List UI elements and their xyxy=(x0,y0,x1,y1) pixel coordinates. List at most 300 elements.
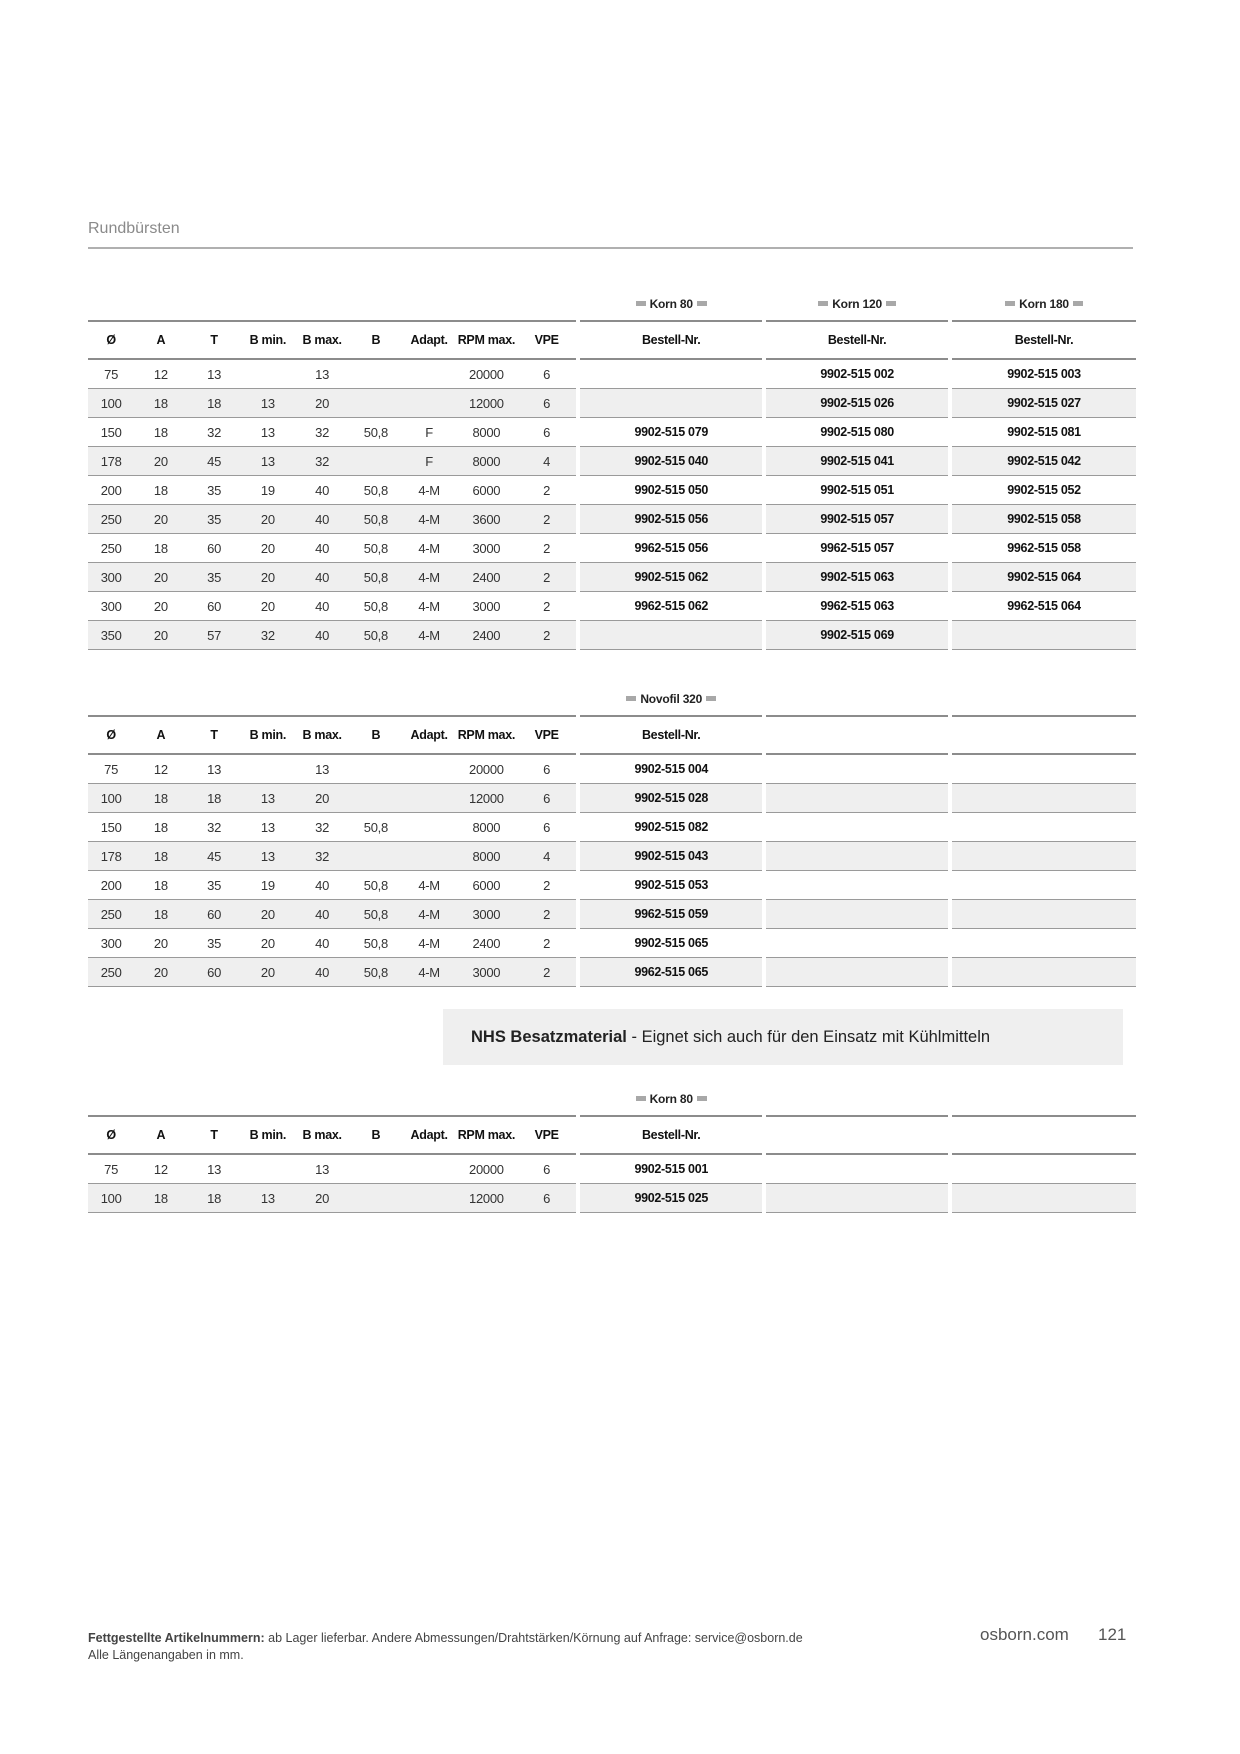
spec-cell: 50,8 xyxy=(349,592,402,621)
table-row xyxy=(88,1184,1136,1213)
group-header-2 xyxy=(766,278,948,320)
spec-cell: 20 xyxy=(134,958,187,987)
spec-cell: 6 xyxy=(517,1184,576,1213)
spec-cell xyxy=(349,1184,402,1213)
order-number-cell: 9902-515 042 xyxy=(952,447,1136,476)
spec-cell: 50,8 xyxy=(349,871,402,900)
order-number-cell: 9902-515 065 xyxy=(580,929,762,958)
spec-cell: 60 xyxy=(187,900,240,929)
spec-cell xyxy=(402,389,455,418)
spec-cell: 20 xyxy=(134,447,187,476)
group-header-1 xyxy=(580,1073,762,1115)
spec-cell: 3000 xyxy=(456,534,517,563)
order-number-cell xyxy=(766,1155,948,1184)
order-number-cell: 9902-515 027 xyxy=(952,389,1136,418)
spec-cell: 2 xyxy=(517,871,576,900)
order-number-header: Bestell-Nr. xyxy=(766,320,948,360)
spec-cell: 35 xyxy=(187,476,240,505)
group-label: Korn 180 xyxy=(1019,297,1069,311)
group-header-row xyxy=(88,278,1136,320)
spec-cell: 250 xyxy=(88,534,134,563)
group-label: Korn 120 xyxy=(832,297,882,311)
spec-cell: 40 xyxy=(295,900,349,929)
group-label: Korn 80 xyxy=(649,297,693,311)
group-marker-icon xyxy=(1005,301,1015,306)
spec-cell: 13 xyxy=(241,389,295,418)
column-header: B min. xyxy=(241,320,295,360)
column-header: B xyxy=(349,1115,402,1155)
order-number-cell xyxy=(766,755,948,784)
spec-cell: 250 xyxy=(88,900,134,929)
spec-cell: 250 xyxy=(88,958,134,987)
table-row xyxy=(88,534,1136,563)
spec-cell xyxy=(349,842,402,871)
order-number-cell: 9902-515 002 xyxy=(766,360,948,389)
spec-cell: 12000 xyxy=(456,784,517,813)
order-number-cell: 9902-515 062 xyxy=(580,563,762,592)
spec-cell: 20 xyxy=(241,929,295,958)
column-header: Adapt. xyxy=(402,320,455,360)
spec-cell xyxy=(349,360,402,389)
spec-cell: 50,8 xyxy=(349,505,402,534)
spec-cell: 2 xyxy=(517,592,576,621)
table-row xyxy=(88,592,1136,621)
spec-cell: 2 xyxy=(517,929,576,958)
order-number-cell: 9902-515 069 xyxy=(766,621,948,650)
table-row xyxy=(88,447,1136,476)
spec-cell: 6 xyxy=(517,813,576,842)
order-number-cell xyxy=(580,360,762,389)
spec-cell: 20 xyxy=(241,900,295,929)
spec-cell: 50,8 xyxy=(349,813,402,842)
spec-cell: 13 xyxy=(187,1155,240,1184)
spec-cell: 13 xyxy=(295,360,349,389)
spec-cell: 32 xyxy=(295,813,349,842)
spec-cell: 3000 xyxy=(456,592,517,621)
spec-cell: 150 xyxy=(88,418,134,447)
group-marker-icon xyxy=(697,301,707,306)
spec-cell: 6 xyxy=(517,360,576,389)
column-header: VPE xyxy=(517,1115,576,1155)
spec-cell: 19 xyxy=(241,476,295,505)
spec-cell: 18 xyxy=(134,784,187,813)
spec-cell: 18 xyxy=(134,389,187,418)
spec-cell: 50,8 xyxy=(349,621,402,650)
spec-cell: 100 xyxy=(88,389,134,418)
spec-cell: 6 xyxy=(517,784,576,813)
spec-cell: 35 xyxy=(187,563,240,592)
spec-cell: 32 xyxy=(241,621,295,650)
spec-cell: 32 xyxy=(295,418,349,447)
spec-cell: 13 xyxy=(241,842,295,871)
group-marker-icon xyxy=(626,696,636,701)
spec-cell: 18 xyxy=(134,813,187,842)
order-number-cell xyxy=(766,871,948,900)
page-number: 121 xyxy=(1098,1625,1127,1644)
order-number-cell: 9902-515 058 xyxy=(952,505,1136,534)
spec-cell: 6 xyxy=(517,755,576,784)
order-number-cell xyxy=(766,958,948,987)
column-header: Ø xyxy=(88,715,134,755)
spec-cell: 20 xyxy=(241,592,295,621)
spec-cell: 32 xyxy=(187,418,240,447)
order-number-cell xyxy=(952,784,1136,813)
spec-cell: 40 xyxy=(295,871,349,900)
spec-cell: 300 xyxy=(88,929,134,958)
spec-cell: 40 xyxy=(295,534,349,563)
order-number-cell xyxy=(580,621,762,650)
spec-cell: 18 xyxy=(187,1184,240,1213)
spec-cell: 2400 xyxy=(456,563,517,592)
order-number-cell: 9902-515 063 xyxy=(766,563,948,592)
spec-cell: 20 xyxy=(295,389,349,418)
spec-cell xyxy=(402,1155,455,1184)
spec-cell xyxy=(402,360,455,389)
spec-cell xyxy=(349,755,402,784)
spec-cell: 250 xyxy=(88,505,134,534)
group-header-1 xyxy=(580,673,762,715)
spec-cell: 32 xyxy=(295,842,349,871)
spec-cell: 40 xyxy=(295,563,349,592)
section-title: Rundbürsten xyxy=(88,220,180,237)
spec-cell: 20000 xyxy=(456,360,517,389)
order-number-cell: 9902-515 001 xyxy=(580,1155,762,1184)
spec-cell: 2 xyxy=(517,563,576,592)
spec-cell: 4-M xyxy=(402,534,455,563)
spec-cell: 2 xyxy=(517,621,576,650)
group-header-row xyxy=(88,673,1136,715)
table-row xyxy=(88,900,1136,929)
table-row xyxy=(88,871,1136,900)
order-number-cell xyxy=(580,389,762,418)
spec-cell: F xyxy=(402,418,455,447)
column-header: T xyxy=(187,715,240,755)
order-number-cell: 9902-515 081 xyxy=(952,418,1136,447)
footer-note-bold: Fettgestellte Artikelnummern: xyxy=(88,1631,265,1645)
spec-cell: 8000 xyxy=(456,418,517,447)
column-header: B max. xyxy=(295,320,349,360)
spec-cell: 75 xyxy=(88,360,134,389)
order-number-header: Bestell-Nr. xyxy=(952,320,1136,360)
spec-cell: 12 xyxy=(134,1155,187,1184)
product-table-nhs xyxy=(88,1073,1136,1213)
spec-cell: 178 xyxy=(88,842,134,871)
spec-cell: 20000 xyxy=(456,1155,517,1184)
spec-cell: 60 xyxy=(187,534,240,563)
spec-cell: 18 xyxy=(134,476,187,505)
spec-cell: 20 xyxy=(134,563,187,592)
spec-cell xyxy=(241,360,295,389)
spec-cell: 13 xyxy=(295,1155,349,1184)
spec-cell: 6 xyxy=(517,1155,576,1184)
group-header-spacer xyxy=(88,1073,580,1115)
spec-cell: 18 xyxy=(187,784,240,813)
spec-cell: 8000 xyxy=(456,813,517,842)
spec-cell: 13 xyxy=(241,1184,295,1213)
order-number-cell: 9902-515 056 xyxy=(580,505,762,534)
spec-cell: 50,8 xyxy=(349,563,402,592)
spec-cell: 300 xyxy=(88,592,134,621)
spec-cell: 20 xyxy=(134,929,187,958)
spec-cell: 2 xyxy=(517,476,576,505)
spec-cell: 18 xyxy=(134,842,187,871)
order-number-cell xyxy=(766,1184,948,1213)
spec-cell: 18 xyxy=(134,534,187,563)
order-number-cell xyxy=(766,784,948,813)
column-header: T xyxy=(187,1115,240,1155)
spec-cell: 35 xyxy=(187,871,240,900)
column-header: A xyxy=(134,1115,187,1155)
group-marker-icon xyxy=(636,301,646,306)
order-number-cell xyxy=(766,929,948,958)
order-number-cell: 9962-515 057 xyxy=(766,534,948,563)
spec-cell: 4-M xyxy=(402,563,455,592)
spec-cell: 100 xyxy=(88,1184,134,1213)
order-number-cell: 9902-515 040 xyxy=(580,447,762,476)
group-marker-icon xyxy=(886,301,896,306)
order-number-cell: 9962-515 063 xyxy=(766,592,948,621)
spec-cell: 13 xyxy=(241,784,295,813)
group-header-row xyxy=(88,1073,1136,1115)
spec-cell: 6 xyxy=(517,389,576,418)
column-header: B xyxy=(349,715,402,755)
spec-cell: 20 xyxy=(134,505,187,534)
order-number-cell xyxy=(952,900,1136,929)
group-marker-icon xyxy=(636,1096,646,1101)
order-number-header xyxy=(952,1115,1136,1155)
column-header: B min. xyxy=(241,715,295,755)
order-number-header: Bestell-Nr. xyxy=(580,1115,762,1155)
order-number-cell: 9902-515 043 xyxy=(580,842,762,871)
product-table-wire-grit xyxy=(88,278,1136,650)
order-number-cell: 9902-515 051 xyxy=(766,476,948,505)
spec-cell: 18 xyxy=(134,418,187,447)
order-number-cell: 9902-515 025 xyxy=(580,1184,762,1213)
spec-cell: 20000 xyxy=(456,755,517,784)
spec-cell xyxy=(349,784,402,813)
spec-cell: 75 xyxy=(88,1155,134,1184)
spec-cell: 32 xyxy=(187,813,240,842)
spec-cell: 8000 xyxy=(456,447,517,476)
order-number-cell xyxy=(952,871,1136,900)
order-number-cell xyxy=(952,621,1136,650)
spec-cell: 50,8 xyxy=(349,534,402,563)
spec-cell: 2 xyxy=(517,505,576,534)
spec-cell: 13 xyxy=(241,447,295,476)
spec-cell: 150 xyxy=(88,813,134,842)
spec-cell: 350 xyxy=(88,621,134,650)
column-header: T xyxy=(187,320,240,360)
spec-cell: 4-M xyxy=(402,929,455,958)
order-number-cell: 9902-515 082 xyxy=(580,813,762,842)
spec-cell: 40 xyxy=(295,929,349,958)
order-number-cell: 9902-515 028 xyxy=(580,784,762,813)
table-row xyxy=(88,755,1136,784)
order-number-cell: 9962-515 058 xyxy=(952,534,1136,563)
spec-cell: 18 xyxy=(187,389,240,418)
footer-brand-link[interactable]: osborn.com xyxy=(980,1625,1069,1644)
column-header: Adapt. xyxy=(402,1115,455,1155)
spec-cell xyxy=(241,755,295,784)
order-number-cell xyxy=(766,842,948,871)
column-header: A xyxy=(134,320,187,360)
spec-cell: 2 xyxy=(517,900,576,929)
spec-cell xyxy=(402,1184,455,1213)
order-number-cell xyxy=(952,755,1136,784)
spec-cell xyxy=(402,813,455,842)
spec-cell xyxy=(349,447,402,476)
spec-cell: 50,8 xyxy=(349,900,402,929)
spec-cell: 35 xyxy=(187,505,240,534)
spec-cell xyxy=(241,1155,295,1184)
spec-cell: 13 xyxy=(295,755,349,784)
table-row xyxy=(88,784,1136,813)
spec-cell: 40 xyxy=(295,505,349,534)
spec-cell: 18 xyxy=(134,871,187,900)
spec-cell xyxy=(402,784,455,813)
group-header-spacer xyxy=(88,673,580,715)
spec-cell: 200 xyxy=(88,871,134,900)
spec-cell: 13 xyxy=(187,360,240,389)
spec-cell: 32 xyxy=(295,447,349,476)
order-number-cell: 9902-515 079 xyxy=(580,418,762,447)
column-header: RPM max. xyxy=(456,320,517,360)
table-row xyxy=(88,360,1136,389)
order-number-cell: 9962-515 064 xyxy=(952,592,1136,621)
group-header-2 xyxy=(766,673,948,715)
spec-cell: 12000 xyxy=(456,389,517,418)
table-row xyxy=(88,1155,1136,1184)
table-row xyxy=(88,813,1136,842)
spec-cell: 60 xyxy=(187,592,240,621)
spec-cell: 6 xyxy=(517,418,576,447)
spec-cell: 3000 xyxy=(456,958,517,987)
column-header: B min. xyxy=(241,1115,295,1155)
spec-cell: 20 xyxy=(295,1184,349,1213)
spec-cell: 20 xyxy=(295,784,349,813)
group-header-2 xyxy=(766,1073,948,1115)
spec-cell: 50,8 xyxy=(349,958,402,987)
spec-cell: 18 xyxy=(134,900,187,929)
table-row xyxy=(88,842,1136,871)
spec-cell: 45 xyxy=(187,842,240,871)
order-number-cell xyxy=(952,929,1136,958)
spec-cell: 12000 xyxy=(456,1184,517,1213)
spec-cell: 20 xyxy=(241,505,295,534)
group-marker-icon xyxy=(697,1096,707,1101)
spec-cell: 12 xyxy=(134,755,187,784)
column-header: B max. xyxy=(295,1115,349,1155)
spec-cell: 6000 xyxy=(456,476,517,505)
column-header: RPM max. xyxy=(456,1115,517,1155)
order-number-cell xyxy=(952,813,1136,842)
order-number-header xyxy=(952,715,1136,755)
group-marker-icon xyxy=(818,301,828,306)
order-number-cell: 9962-515 059 xyxy=(580,900,762,929)
nhs-banner-text: - Eignet sich auch für den Einsatz mit Kühlmitteln xyxy=(626,1027,991,1046)
spec-cell: 3600 xyxy=(456,505,517,534)
order-number-header: Bestell-Nr. xyxy=(580,320,762,360)
spec-cell xyxy=(402,755,455,784)
order-number-header xyxy=(766,1115,948,1155)
spec-cell: 4-M xyxy=(402,621,455,650)
order-number-cell: 9902-515 026 xyxy=(766,389,948,418)
spec-cell: 20 xyxy=(134,621,187,650)
order-number-cell: 9902-515 057 xyxy=(766,505,948,534)
spec-cell: 40 xyxy=(295,621,349,650)
order-number-cell: 9902-515 004 xyxy=(580,755,762,784)
column-header: Ø xyxy=(88,320,134,360)
product-table-novofil xyxy=(88,673,1136,987)
spec-cell: 18 xyxy=(134,1184,187,1213)
footer-note xyxy=(88,1630,803,1664)
order-number-cell: 9902-515 041 xyxy=(766,447,948,476)
group-label: Korn 80 xyxy=(649,1092,693,1106)
column-header: VPE xyxy=(517,320,576,360)
spec-cell: 100 xyxy=(88,784,134,813)
column-header: B xyxy=(349,320,402,360)
order-number-cell xyxy=(952,1184,1136,1213)
spec-cell: 4-M xyxy=(402,592,455,621)
spec-cell: 200 xyxy=(88,476,134,505)
group-header-3 xyxy=(952,673,1136,715)
table-row xyxy=(88,505,1136,534)
order-number-header: Bestell-Nr. xyxy=(580,715,762,755)
spec-cell xyxy=(349,389,402,418)
spec-cell: 45 xyxy=(187,447,240,476)
spec-cell: 35 xyxy=(187,929,240,958)
section-title-rule xyxy=(88,247,1133,249)
column-header: RPM max. xyxy=(456,715,517,755)
spec-cell: 57 xyxy=(187,621,240,650)
spec-cell: 13 xyxy=(241,813,295,842)
spec-cell: 2 xyxy=(517,958,576,987)
spec-cell: 4-M xyxy=(402,900,455,929)
column-header: B max. xyxy=(295,715,349,755)
order-number-cell: 9902-515 053 xyxy=(580,871,762,900)
order-number-cell: 9902-515 050 xyxy=(580,476,762,505)
spec-cell: 13 xyxy=(241,418,295,447)
order-number-cell xyxy=(952,842,1136,871)
spec-cell: 4 xyxy=(517,447,576,476)
table-row xyxy=(88,418,1136,447)
footer-note-text: ab Lager lieferbar. Andere Abmessungen/Drahtstärken/Körnung auf Anfrage: service@osborn.de xyxy=(264,1631,803,1645)
spec-cell: F xyxy=(402,447,455,476)
group-marker-icon xyxy=(706,696,716,701)
order-number-cell: 9902-515 052 xyxy=(952,476,1136,505)
spec-cell: 20 xyxy=(241,958,295,987)
table-row xyxy=(88,621,1136,650)
spec-cell: 20 xyxy=(241,534,295,563)
spec-cell: 75 xyxy=(88,755,134,784)
table-row xyxy=(88,389,1136,418)
order-number-cell: 9962-515 062 xyxy=(580,592,762,621)
group-label: Novofil 320 xyxy=(640,692,703,706)
table-row xyxy=(88,563,1136,592)
group-header-3 xyxy=(952,1073,1136,1115)
order-number-cell xyxy=(766,900,948,929)
spec-cell xyxy=(349,1155,402,1184)
spec-cell: 3000 xyxy=(456,900,517,929)
nhs-material-banner xyxy=(443,1009,1123,1065)
spec-cell: 12 xyxy=(134,360,187,389)
column-header: A xyxy=(134,715,187,755)
table-row xyxy=(88,958,1136,987)
column-header-row xyxy=(88,715,1136,755)
spec-cell: 13 xyxy=(187,755,240,784)
order-number-cell xyxy=(766,813,948,842)
spec-cell: 60 xyxy=(187,958,240,987)
